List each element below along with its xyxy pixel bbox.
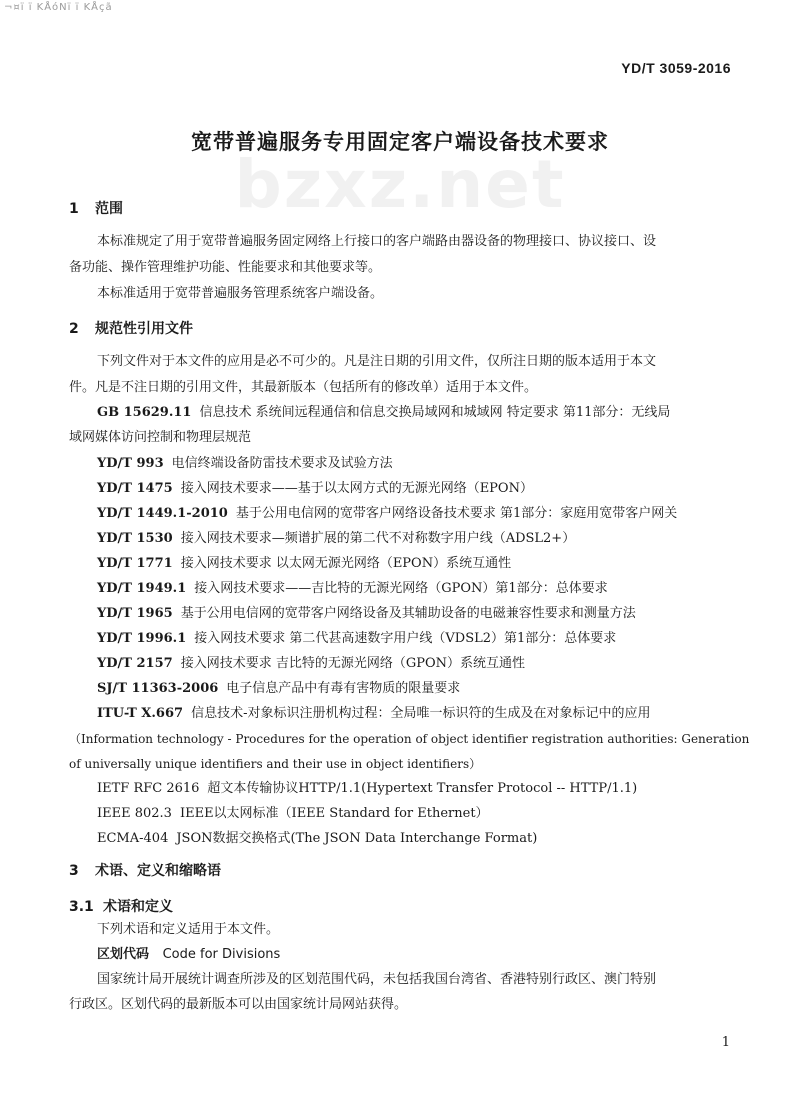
- reference-item: YD/T 1949.1 接入网技术要求——吉比特的无源光网络（GPON）第1部分：总体要求: [97, 581, 608, 596]
- term-definition-cont: 行政区。区划代码的最新版本可以由国家统计局网站获得。: [69, 997, 408, 1012]
- reference-item-cont: 域网媒体访问控制和物理层规范: [69, 430, 252, 445]
- reference-item: YD/T 1530 接入网技术要求—频谱扩展的第二代不对称数字用户线（ADSL2+）: [97, 531, 576, 546]
- reference-item: YD/T 1771 接入网技术要求 以太网无源光网络（EPON）系统互通性: [97, 556, 512, 571]
- section-1-paragraph: 本标准规定了用于宽带普遍服务固定网络上行接口的客户端路由器设备的物理接口、协议接口、设: [97, 234, 657, 249]
- reference-item: ECMA-404 JSON数据交换格式(The JSON Data Interchange Format): [97, 831, 538, 846]
- reference-item: IEEE 802.3 IEEE以太网标准（IEEE Standard for Ethernet）: [97, 806, 489, 821]
- reference-item: SJ/T 11363-2006 电子信息产品中有毒有害物质的限量要求: [97, 681, 461, 696]
- reference-item: YD/T 1475 接入网技术要求——基于以太网方式的无源光网络（EPON）: [97, 481, 533, 496]
- reference-item: YD/T 1996.1 接入网技术要求 第二代甚高速数字用户线（VDSL2）第1部分：总体要求: [97, 631, 617, 646]
- term-definition: 国家统计局开展统计调查所涉及的区划范围代码，未包括我国台湾省、香港特别行政区、澳门特别: [97, 972, 657, 987]
- page-title: 宽带普遍服务专用固定客户端设备技术要求: [191, 130, 609, 154]
- reference-item-cont: （Information technology - Procedures for the operation of object identifier registration authorities: Generation: [69, 732, 750, 746]
- scan-header-noise: ¬¤ï ï KÅóNï ï KÅçã: [4, 2, 113, 13]
- section-3-heading: 3 术语、定义和缩略语: [69, 863, 221, 879]
- section-2-intro: 下列文件对于本文件的应用是必不可少的。凡是注日期的引用文件，仅所注日期的版本适用于本文: [97, 354, 657, 369]
- term-heading: 区划代码 Code for Divisions: [97, 947, 281, 962]
- reference-item: IETF RFC 2616 超文本传输协议HTTP/1.1(Hypertext Transfer Protocol -- HTTP/1.1): [97, 781, 638, 796]
- section-2-intro-cont: 件。凡是不注日期的引用文件，其最新版本（包括所有的修改单）适用于本文件。: [69, 380, 538, 395]
- watermark: bzxz.net: [234, 146, 566, 223]
- section-1-paragraph-2: 本标准适用于宽带普遍服务管理系统客户端设备。: [97, 286, 384, 301]
- reference-item: ITU-T X.667 信息技术-对象标识注册机构过程：全局唯一标识符的生成及在对象标记中的应用: [97, 706, 651, 721]
- subsection-intro: 下列术语和定义适用于本文件。: [97, 922, 280, 937]
- reference-item: YD/T 1449.1-2010 基于公用电信网的宽带客户网络设备技术要求 第1部分：家庭用宽带客户网关: [97, 506, 678, 521]
- section-1-paragraph-cont: 备功能、操作管理维护功能、性能要求和其他要求等。: [69, 260, 382, 275]
- reference-item: YD/T 2157 接入网技术要求 吉比特的无源光网络（GPON）系统互通性: [97, 656, 525, 671]
- reference-item: YD/T 993 电信终端设备防雷技术要求及试验方法: [97, 456, 393, 471]
- subsection-3-1-heading: 3.1 术语和定义: [69, 899, 173, 915]
- standard-number: YD/T 3059-2016: [621, 60, 731, 76]
- section-2-heading: 2 规范性引用文件: [69, 321, 193, 337]
- reference-item: GB 15629.11 信息技术 系统间远程通信和信息交换局域网和城域网 特定要求 第11部分：无线局: [97, 405, 671, 420]
- section-1-heading: 1 范围: [69, 201, 123, 217]
- reference-item: YD/T 1965 基于公用电信网的宽带客户网络设备及其辅助设备的电磁兼容性要求和测量方法: [97, 606, 636, 621]
- page-number: 1: [721, 1035, 730, 1050]
- reference-item-cont: of universally unique identifiers and their use in object identifiers）: [69, 757, 482, 771]
